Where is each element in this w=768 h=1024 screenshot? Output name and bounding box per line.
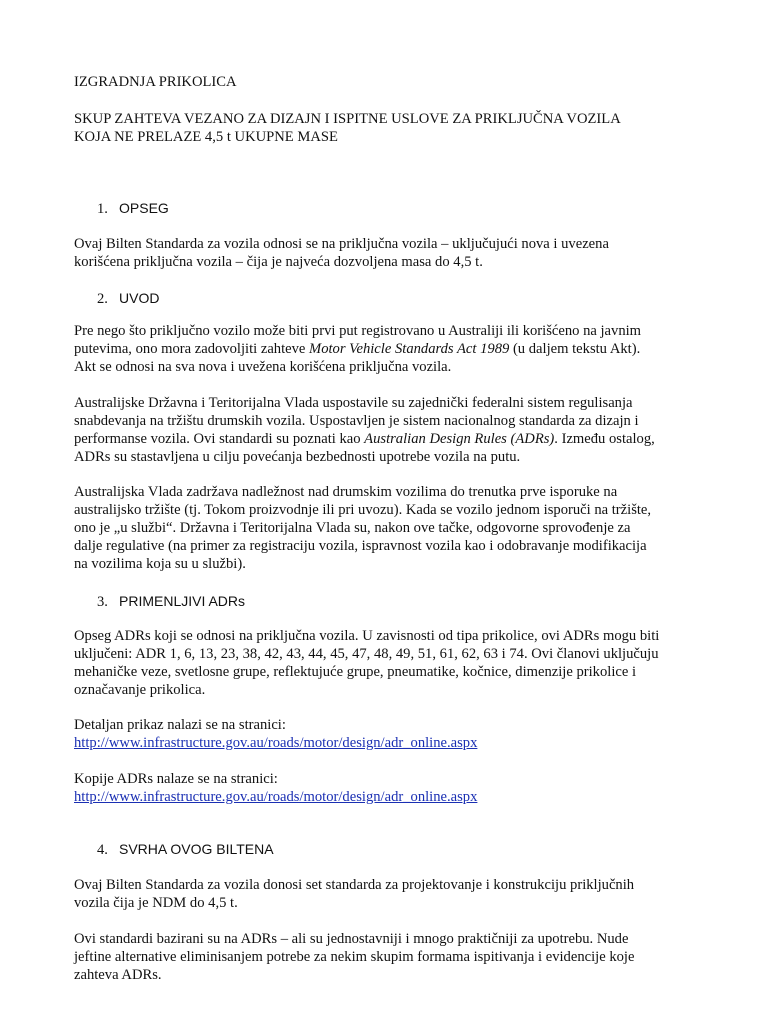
section-2-heading: 2. UVOD <box>97 290 160 307</box>
section-3-paragraph-3: Kopije ADRs nalaze se na stranici: http://www.infrastructure.gov.au/roads/motor/design/adr_online.aspx <box>74 770 698 806</box>
section-2-paragraph-1: Pre nego što priključno vozilo može biti prvi put registrovano u Australiji ili korišćeno na javnim putevima, ono mora zadovoljiti zahteve Motor Vehicle Standards Act 1989 (u daljem tekstu Akt). Akt se odnosi na sva nova i uvežena korišćena priključna vozila. <box>74 323 642 375</box>
adr-online-link-1[interactable]: http://www.infrastructure.gov.au/roads/motor/design/adr_online.aspx <box>74 735 478 751</box>
adr-online-link-2[interactable]: http://www.infrastructure.gov.au/roads/motor/design/adr_online.aspx <box>74 789 478 805</box>
section-1-paragraph: Ovaj Bilten Standarda za vozila odnosi se na priključna vozila – uključujući nova i uvezena korišćena priključna vozila – čija je najveća dozvoljena masa do 4,5 t. <box>74 236 609 270</box>
section-1-heading: 1. OPSEG <box>97 200 169 217</box>
section-4-paragraph-1: Ovaj Bilten Standarda za vozila donosi set standarda za projektovanje i konstrukciju priključnih vozila čija je NDM do 4,5 t. <box>74 877 635 911</box>
section-2-paragraph-2: Australijske Državna i Teritorijalna Vlada uspostavile su zajednički federalni sistem regulisanja snabdevanja na tržištu drumskih vozila. Uspostavljen je sistem nacionalnog standarda za dizajn i performanse vozila. Ovi standardi su poznati kao Australian Design Rules (ADRs). Između ostalog, ADRs su stastavljena u cilju povećanja bezbednosti upotrebe vozila na putu. <box>74 395 655 465</box>
doc-subtitle: SKUP ZAHTEVA VEZANO ZA DIZAJN I ISPITNE USLOVE ZA PRIKLJUČNA VOZILA KOJA NE PRELAZE 4,5 t UKUPNE MASE <box>74 111 621 145</box>
section-3-paragraph-2: Detaljan prikaz nalazi se na stranici: http://www.infrastructure.gov.au/roads/motor/design/adr_online.aspx <box>74 716 698 752</box>
section-2-paragraph-3: Australijska Vlada zadržava nadležnost nad drumskim vozilima do trenutka prve isporuke na australijsko tržište (tj. Tokom proizvodnje ili pri uvozu). Kada se vozilo jednom isporuči na tržište, ono je „u službi“. Državna i Teritorijalna Vlada su, nakon ove tačke, odgovorne sprovođenje za dalje regulative (na primer za registraciju vozila, ispravnost vozila kao i odobravanje modifikacija na vozilima koja su u službi). <box>74 484 652 572</box>
doc-title: IZGRADNJA PRIKOLICA <box>74 74 237 90</box>
section-3-paragraph-1: Opseg ADRs koji se odnosi na priključna vozila. U zavisnosti od tipa prikolice, ovi ADRs mogu biti uključeni: ADR 1, 6, 13, 23, 38, 42, 43, 44, 45, 47, 48, 49, 51, 61, 62, 63 i 74. Ovi članovi uključuju mehaničke veze, svetlosne grupe, reflektujuće grupe, pneumatike, kočnice, dimenzije prikolice i označavanje prikolica. <box>74 628 660 698</box>
section-3-heading: 3. PRIMENLJIVI ADRs <box>97 593 246 610</box>
section-4-heading: 4. SVRHA OVOG BILTENA <box>97 841 274 858</box>
section-4-paragraph-2: Ovi standardi bazirani su na ADRs – ali su jednostavniji i mnogo praktičniji za upotrebu. Nude jeftine alternative eliminisanjem potrebe za nekim skupim formama ispitivanja i evidencije koje zahteva ADRs. <box>74 931 635 983</box>
